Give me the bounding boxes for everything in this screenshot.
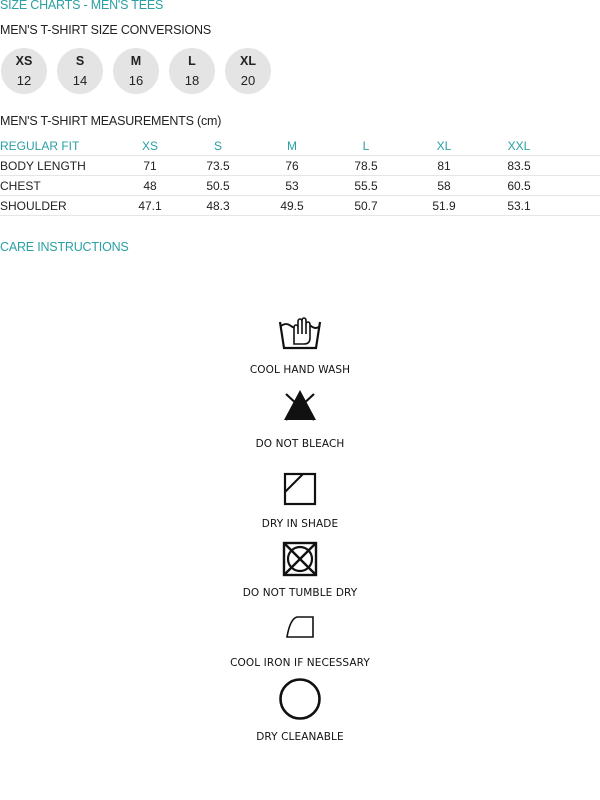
spacer-cell	[550, 196, 600, 216]
care-item-no-bleach	[0, 388, 600, 450]
cell: 76	[252, 156, 332, 176]
cell: 83.5	[488, 156, 550, 176]
care-label: DRY CLEANABLE	[256, 731, 344, 743]
care-item-hand-wash	[0, 316, 600, 376]
column-header: S	[184, 136, 252, 156]
measurements-title: MEN'S T-SHIRT MEASUREMENTS (cm)	[0, 114, 222, 128]
measurements-table	[0, 136, 600, 216]
cell: 55.5	[332, 176, 400, 196]
care-item-cool-iron	[0, 614, 600, 669]
size-number: 14	[72, 73, 88, 88]
care-label: DO NOT TUMBLE DRY	[242, 587, 358, 599]
iron-icon	[285, 614, 315, 640]
column-header: XXL	[488, 136, 550, 156]
care-item-no-tumble-dry	[0, 541, 600, 599]
care-label: DRY IN SHADE	[261, 518, 339, 530]
cell: 58	[400, 176, 488, 196]
cell: 50.5	[184, 176, 252, 196]
hand-wash-icon	[278, 316, 322, 350]
cell: 78.5	[332, 156, 400, 176]
spacer-cell	[550, 176, 600, 196]
page-title: SIZE CHARTS - MEN'S TEES	[0, 0, 164, 12]
table-header-row	[0, 136, 600, 156]
cell: 73.5	[184, 156, 252, 176]
size-number: 20	[240, 73, 256, 88]
spacer-cell	[550, 136, 600, 156]
size-label: S	[75, 54, 85, 68]
table-row	[0, 156, 600, 176]
size-circle-m	[113, 48, 159, 94]
care-label: COOL IRON IF NECESSARY	[230, 657, 370, 669]
care-item-dry-cleanable	[0, 677, 600, 743]
size-circle-l	[169, 48, 215, 94]
cell: 48	[116, 176, 184, 196]
size-number: 18	[184, 73, 200, 88]
size-circle-s	[57, 48, 103, 94]
no-bleach-icon	[282, 388, 318, 422]
care-label: COOL HAND WASH	[249, 364, 351, 376]
care-title: CARE INSTRUCTIONS	[0, 240, 129, 254]
table-row	[0, 176, 600, 196]
cell: 53	[252, 176, 332, 196]
table-row	[0, 196, 600, 216]
column-header: XL	[400, 136, 488, 156]
size-number: 16	[128, 73, 144, 88]
cell: 50.7	[332, 196, 400, 216]
size-label: XL	[240, 54, 256, 68]
cell: 47.1	[116, 196, 184, 216]
size-circle-xl	[225, 48, 271, 94]
row-label: SHOULDER	[0, 196, 116, 216]
size-conversion-list	[1, 48, 281, 94]
size-circle-xs	[1, 48, 47, 94]
column-header: XS	[116, 136, 184, 156]
size-label: XS	[15, 54, 33, 68]
cell: 81	[400, 156, 488, 176]
size-label: M	[130, 54, 142, 68]
care-item-dry-in-shade	[0, 472, 600, 530]
cell: 60.5	[488, 176, 550, 196]
care-label: DO NOT BLEACH	[255, 438, 345, 450]
conversions-title: MEN'S T-SHIRT SIZE CONVERSIONS	[0, 23, 212, 37]
cell: 53.1	[488, 196, 550, 216]
dry-clean-icon	[278, 677, 322, 721]
row-label: CHEST	[0, 176, 116, 196]
no-tumble-dry-icon	[282, 541, 318, 577]
row-label: BODY LENGTH	[0, 156, 116, 176]
cell: 48.3	[184, 196, 252, 216]
cell: 51.9	[400, 196, 488, 216]
cell: 49.5	[252, 196, 332, 216]
column-header: L	[332, 136, 400, 156]
size-label: L	[188, 54, 196, 68]
spacer-cell	[550, 156, 600, 176]
size-number: 12	[16, 73, 32, 88]
fit-label: REGULAR FIT	[0, 136, 116, 156]
column-header: M	[252, 136, 332, 156]
cell: 71	[116, 156, 184, 176]
dry-in-shade-icon	[283, 472, 317, 506]
